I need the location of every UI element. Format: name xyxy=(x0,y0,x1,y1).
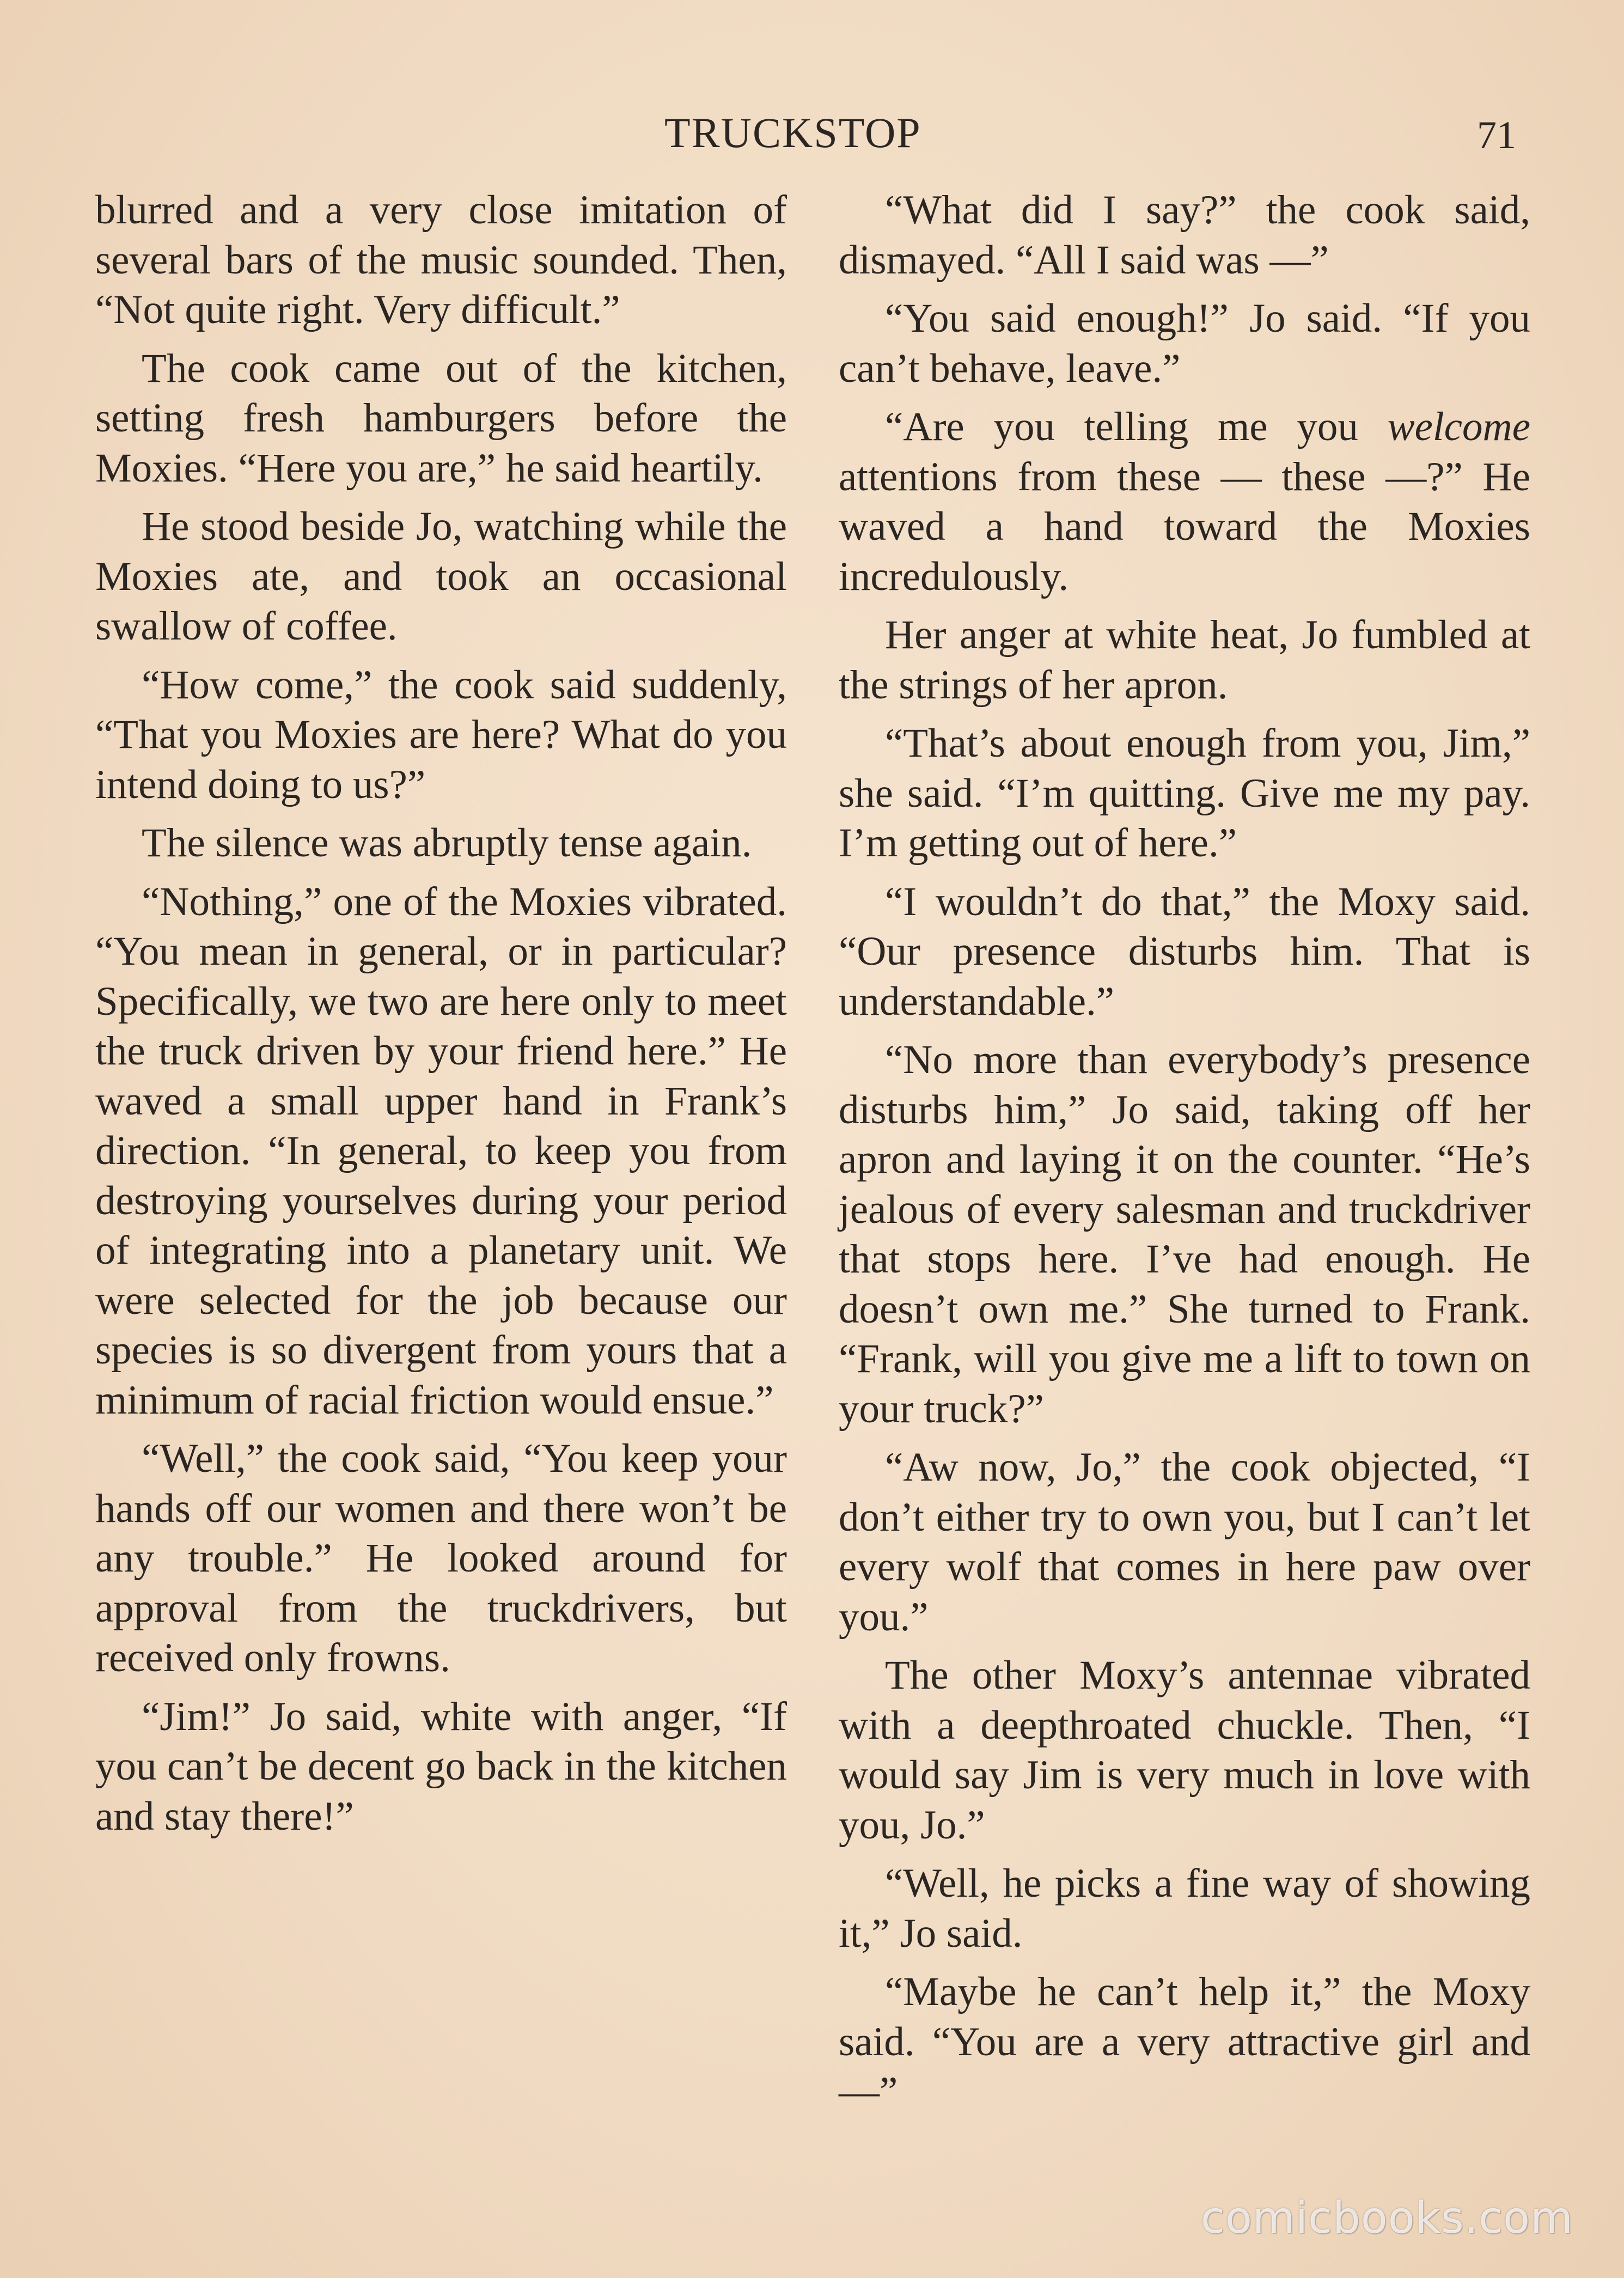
paragraph: “Nothing,” one of the Moxies vibrated. “You mean in general, or in particular? Specifically, we two are here only to meet the truck driven by your friend here.” He waved a small upper hand in Frank’s direction. “In general, to keep you from destroying yourselves during your period of integrating into a planetary unit. We were selected for the job because our species is so divergent from yours that a minimum of racial friction would ensue.” xyxy=(95,879,787,1423)
paragraph-text: attentions from these — these —?” He waved a hand toward the Moxies incredulously. xyxy=(839,454,1530,599)
paragraph: “That’s about enough from you, Jim,” she said. “I’m quitting. Give me my pay. I’m getting out of here.” xyxy=(839,721,1530,866)
paragraph: blurred and a very close imitation of several bars of the music sounded. Then, “Not quite right. Very difficult.” xyxy=(95,187,787,332)
paragraph: “Aw now, Jo,” the cook objected, “I don’t either try to own you, but I can’t let every wolf that comes in here paw over you.” xyxy=(839,1445,1530,1640)
paragraph: He stood beside Jo, watching while the Moxies ate, and took an occasional swallow of coffee. xyxy=(95,504,787,649)
paragraph: The other Moxy’s antennae vibrated with a deepthroated chuckle. Then, “I would say Jim is very much in love with you, Jo.” xyxy=(839,1653,1530,1848)
paragraph: “How come,” the cook said suddenly, “That you Moxies are here? What do you intend doing to us?” xyxy=(95,662,787,807)
running-head: TRUCKSTOP xyxy=(664,109,921,156)
paragraph: “You said enough!” Jo said. “If you can’t behave, leave.” xyxy=(839,296,1530,391)
italic-word: welcome xyxy=(1387,404,1530,449)
watermark-logo: comicbooks.com xyxy=(1201,2192,1574,2243)
paragraph: Her anger at white heat, Jo fumbled at the strings of her apron. xyxy=(839,612,1530,708)
paragraph: “What did I say?” the cook said, dismayed. “All I said was —” xyxy=(839,187,1530,283)
paragraph: “Well, he picks a fine way of showing it,” Jo said. xyxy=(839,1861,1530,1956)
right-column xyxy=(839,185,1530,2125)
paragraph: The silence was abruptly tense again. xyxy=(142,820,752,866)
paragraph: “No more than everybody’s presence disturbs him,” Jo said, taking off her apron and laying it on the counter. “He’s jealous of every salesman and truckdriver that stops here. I’ve had enough. He doesn’t own me.” She turned to Frank. “Frank, will you give me a lift to town on your truck?” xyxy=(839,1037,1530,1432)
left-column xyxy=(95,185,787,1850)
page-number: 71 xyxy=(1477,113,1516,157)
paragraph: The cook came out of the kitchen, setting fresh hamburgers before the Moxies. “Here you are,” he said heartily. xyxy=(95,345,787,491)
paragraph: “Jim!” Jo said, white with anger, “If you can’t be decent go back in the kitchen and stay there!” xyxy=(95,1694,787,1839)
paragraph: “Well,” the cook said, “You keep your hands off our women and there won’t be any trouble.” He looked around for approval from the truckdrivers, but received only frowns. xyxy=(95,1436,787,1680)
paragraph-text: “Are you telling me you xyxy=(885,404,1388,449)
paragraph: “I wouldn’t do that,” the Moxy said. “Our presence disturbs him. That is understandable.” xyxy=(839,879,1530,1024)
paragraph xyxy=(839,402,1530,601)
paragraph: “Maybe he can’t help it,” the Moxy said. “You are a very attractive girl and —” xyxy=(839,1969,1530,2114)
